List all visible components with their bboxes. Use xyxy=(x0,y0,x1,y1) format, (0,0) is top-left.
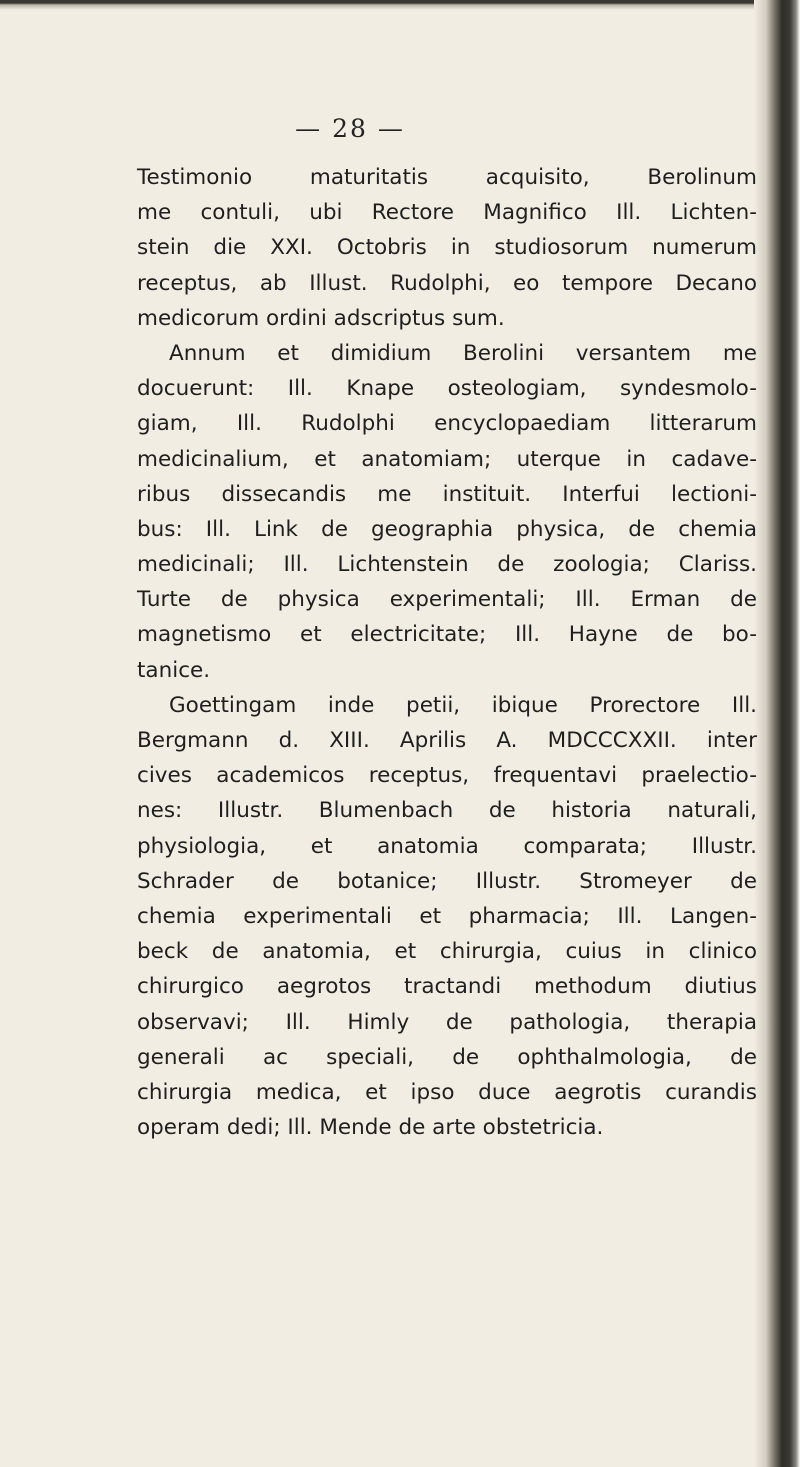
text-line: medicinalium, et anatomiam; uterque in cadave- xyxy=(137,446,757,472)
text-line: generali ac speciali, de ophthalmologia, de xyxy=(137,1044,757,1070)
text-line: chirurgico aegrotos tractandi methodum diutius xyxy=(137,974,757,1000)
text-line: docuerunt: Ill. Knape osteologiam, syndesmolo- xyxy=(137,376,757,402)
text-line: cives academicos receptus, frequentavi praelectio- xyxy=(137,763,757,789)
text-line: stein die XXI. Octobris in studiosorum numerum xyxy=(137,235,757,261)
text-line: observavi; Ill. Himly de pathologia, therapia xyxy=(137,1009,757,1035)
text-line: me contuli, ubi Rectore Magnifico Ill. Lichten- xyxy=(137,200,757,226)
book-binding-edge xyxy=(754,0,800,1467)
text-line: medicorum ordini adscriptus sum. xyxy=(137,305,505,331)
text-line: giam, Ill. Rudolphi encyclopaediam litterarum xyxy=(137,411,757,437)
text-line: nes: Illustr. Blumenbach de historia naturali, xyxy=(137,798,757,824)
text-line: receptus, ab Illust. Rudolphi, eo tempore Decano xyxy=(137,270,757,296)
text-line: beck de anatomia, et chirurgia, cuius in clinico xyxy=(137,939,757,965)
text-line: Annum et dimidium Berolini versantem me xyxy=(169,340,757,366)
text-line: Schrader de botanice; Illustr. Stromeyer de xyxy=(137,868,757,894)
page-top-edge xyxy=(0,0,800,10)
text-line: operam dedi; Ill. Mende de arte obstetricia. xyxy=(137,1115,604,1141)
text-line: Turte de physica experimentali; Ill. Erman de xyxy=(137,587,757,613)
text-line: Goettingam inde petii, ibique Prorectore Ill. xyxy=(169,692,757,718)
text-line: Bergmann d. XIII. Aprilis A. MDCCCXXII. inter xyxy=(137,728,757,753)
text-line: medicinali; Ill. Lichtenstein de zoologia; Clariss. xyxy=(137,552,757,578)
text-line: chirurgia medica, et ipso duce aegrotis curandis xyxy=(137,1079,757,1105)
text-line: physiologia, et anatomia comparata; Illustr. xyxy=(137,833,757,859)
text-line: tanice. xyxy=(137,657,211,683)
text-line: ribus dissecandis me instituit. Interfui lectioni- xyxy=(137,481,757,507)
text-line: magnetismo et electricitate; Ill. Hayne de bo- xyxy=(137,622,757,648)
text-line: bus: Ill. Link de geographia physica, de chemia xyxy=(137,516,757,542)
body-text xyxy=(137,160,757,1145)
text-line: Testimonio maturitatis acquisito, Berolinum xyxy=(137,165,757,190)
page-number: — 28 — xyxy=(295,114,405,143)
text-line: chemia experimentali et pharmacia; Ill. Langen- xyxy=(137,903,757,929)
